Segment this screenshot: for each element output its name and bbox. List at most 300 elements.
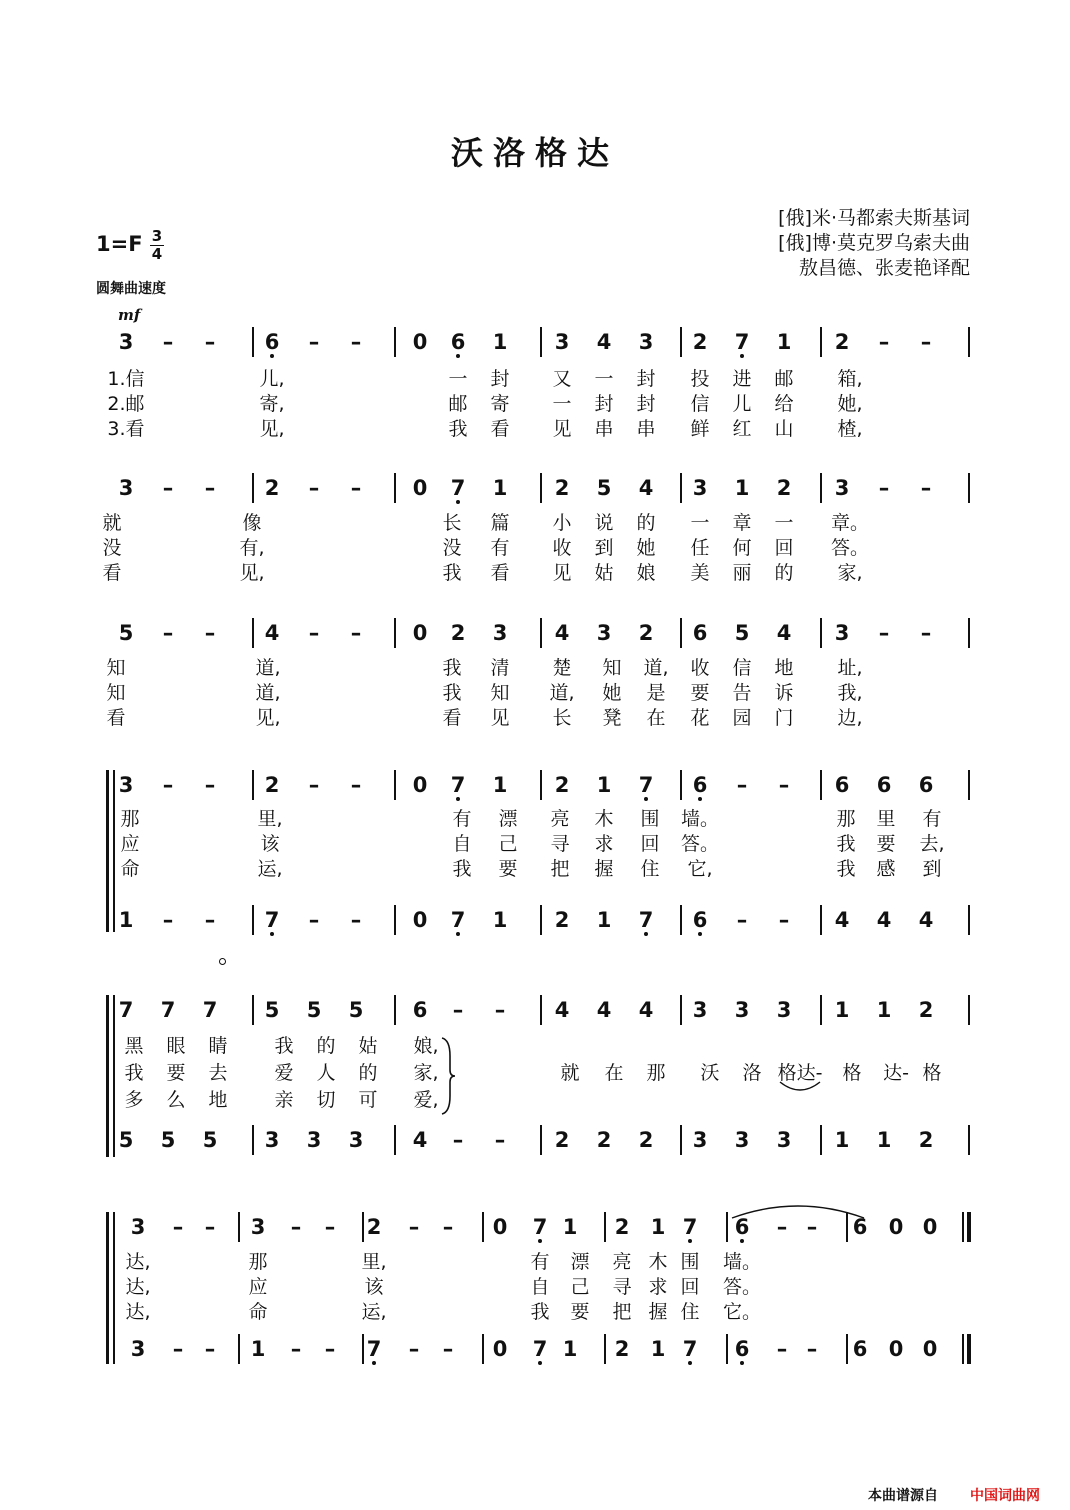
- lyric-syllable: 知: [106, 682, 126, 704]
- lyric-verse-3: [0, 416, 1070, 442]
- lyric-syllable: 自: [452, 833, 472, 855]
- note: [586, 618, 622, 648]
- note-digit: 2: [638, 1128, 654, 1152]
- lyric-syllable: 楚: [552, 657, 572, 679]
- note-digit: 2: [692, 330, 708, 354]
- note: [766, 770, 802, 800]
- lower-octave-dot: [688, 1239, 692, 1243]
- note-digit: –: [350, 476, 362, 500]
- note: [866, 1125, 902, 1155]
- note-digit: 6: [734, 1337, 750, 1361]
- note-digit: 3: [118, 773, 134, 797]
- note-digit: 4: [638, 998, 654, 1022]
- note: [296, 473, 332, 503]
- lyric-syllable: 回: [680, 1276, 700, 1298]
- note: [586, 473, 622, 503]
- lyric-syllable: 我: [442, 657, 462, 679]
- note-digit: 1: [876, 1128, 892, 1152]
- note: [192, 1212, 228, 1242]
- lyric-syllable: 寄,: [259, 393, 285, 415]
- note: [482, 770, 518, 800]
- note-digit: 5: [734, 621, 750, 645]
- lyric-syllable: 进: [732, 368, 752, 390]
- note: [672, 1212, 708, 1242]
- note-digit: 4: [876, 908, 892, 932]
- note: [544, 1125, 580, 1155]
- note-digit: –: [408, 1215, 420, 1239]
- note: [628, 1125, 664, 1155]
- note-digit: –: [878, 476, 890, 500]
- note: [866, 905, 902, 935]
- note-digit: 3: [306, 1128, 322, 1152]
- note-digit: 1: [834, 998, 850, 1022]
- note: [296, 327, 332, 357]
- note: [254, 770, 290, 800]
- note: [440, 1125, 476, 1155]
- lyric-syllable: 任: [690, 537, 710, 559]
- note-digit: 7: [450, 476, 466, 500]
- bar-line: [968, 905, 970, 935]
- note-digit: 4: [776, 621, 792, 645]
- lyric-syllable: 道,: [643, 657, 669, 679]
- note: [724, 905, 760, 935]
- note-digit: 7: [682, 1337, 698, 1361]
- lyric-syllable: 的: [636, 512, 656, 534]
- note-digit: 6: [450, 330, 466, 354]
- lyric-syllable: 洛: [742, 1062, 762, 1084]
- note: [724, 618, 760, 648]
- note-digit: 3: [692, 476, 708, 500]
- note-digit: –: [204, 1337, 216, 1361]
- lyric-syllable: 封: [490, 368, 510, 390]
- note: [278, 1212, 314, 1242]
- lyric-syllable: 要: [498, 858, 518, 880]
- lyric-syllable: 寄: [490, 393, 510, 415]
- stray-mark: [219, 958, 226, 965]
- note-digit: –: [776, 1215, 788, 1239]
- lyric-syllable: 家,: [837, 562, 863, 584]
- lyric-syllable: 去,: [919, 833, 945, 855]
- lower-octave-dot: [644, 797, 648, 801]
- lyric-syllable: 达,: [125, 1251, 151, 1273]
- lyric-syllable: 寻: [550, 833, 570, 855]
- lyric-syllable: 的: [358, 1062, 378, 1084]
- note-digit: 3: [130, 1337, 146, 1361]
- note: [254, 905, 290, 935]
- note: [192, 770, 228, 800]
- note-digit: 2: [554, 1128, 570, 1152]
- note-digit: 6: [412, 998, 428, 1022]
- bar-line: [238, 1212, 240, 1242]
- lyric-syllable: 儿,: [259, 368, 285, 390]
- note: [552, 1334, 588, 1364]
- bar-line: [540, 473, 542, 503]
- note: [824, 327, 860, 357]
- note: [824, 995, 860, 1025]
- lyric-syllable: 邮: [448, 393, 468, 415]
- note: [766, 905, 802, 935]
- note: [150, 1125, 186, 1155]
- lyric-syllable: 自: [530, 1276, 550, 1298]
- lyric-syllable: 去: [208, 1062, 228, 1084]
- bar-line: [968, 327, 970, 357]
- lyric-syllable: 格: [922, 1062, 942, 1084]
- note: [402, 1125, 438, 1155]
- lyric-verse-1: [0, 366, 1070, 392]
- lyric-syllable: 亲: [274, 1089, 294, 1111]
- lyric-syllable: 收: [690, 657, 710, 679]
- lyric-syllable: 凳: [602, 707, 622, 729]
- bar-line: [968, 995, 970, 1025]
- note-digit: 4: [596, 998, 612, 1022]
- note-digit: –: [204, 908, 216, 932]
- note: [866, 473, 902, 503]
- bar-line: [680, 327, 682, 357]
- note-digit: 2: [614, 1215, 630, 1239]
- note: [338, 995, 374, 1025]
- bar-line: [680, 905, 682, 935]
- bar-line: [680, 618, 682, 648]
- note: [338, 473, 374, 503]
- note-digit: 2: [450, 621, 466, 645]
- lyric-syllable: 有: [922, 808, 942, 830]
- note: [108, 327, 144, 357]
- note-digit: 0: [492, 1337, 508, 1361]
- note-digit: 6: [734, 1215, 750, 1239]
- lyric-verse-2: [0, 391, 1070, 417]
- bar-line: [680, 770, 682, 800]
- note: [440, 905, 476, 935]
- note: [908, 618, 944, 648]
- lyric-syllable: 我: [124, 1062, 144, 1084]
- lyric-syllable: 邮: [774, 368, 794, 390]
- bar-line: [252, 473, 254, 503]
- lower-octave-dot: [538, 1361, 542, 1365]
- note: [824, 770, 860, 800]
- lyric-syllable: 的: [316, 1035, 336, 1057]
- lyric-syllable: 告: [732, 682, 752, 704]
- bar-line: [820, 995, 822, 1025]
- lyric-syllable: 寻: [612, 1276, 632, 1298]
- note: [672, 1334, 708, 1364]
- note-digit: 4: [554, 621, 570, 645]
- lyric-verse-2: [0, 680, 1070, 706]
- lyric-syllable: 道,: [549, 682, 575, 704]
- note: [396, 1212, 432, 1242]
- lyric-syllable: 见: [552, 418, 572, 440]
- note: [240, 1334, 276, 1364]
- lyric-syllable: 我: [442, 562, 462, 584]
- lyric-syllable: 有: [490, 537, 510, 559]
- note-digit: –: [204, 476, 216, 500]
- note: [628, 770, 664, 800]
- note-digit: 7: [638, 908, 654, 932]
- note-digit: 2: [918, 998, 934, 1022]
- lyric-syllable: 就: [102, 512, 122, 534]
- lyric-syllable: 见: [490, 707, 510, 729]
- note: [912, 1334, 948, 1364]
- composer-credit: [俄]博·莫克罗乌索夫曲: [778, 232, 970, 254]
- bar-line: [252, 995, 254, 1025]
- lyric-syllable: 到: [922, 858, 942, 880]
- notation-row-s2: [0, 473, 1070, 503]
- bar-line: [252, 327, 254, 357]
- note-digit: 3: [692, 1128, 708, 1152]
- note: [192, 618, 228, 648]
- note-digit: –: [494, 1128, 506, 1152]
- bar-line: [968, 473, 970, 503]
- note-digit: 3: [734, 1128, 750, 1152]
- lyric-syllable: 住: [680, 1301, 700, 1323]
- lyric-syllable: 一: [448, 368, 468, 390]
- lyric-syllable: 我: [442, 682, 462, 704]
- note-digit: 3: [492, 621, 508, 645]
- bar-line: [820, 327, 822, 357]
- lyric-verse-1: [0, 655, 1070, 681]
- lyric-syllable: 围: [680, 1251, 700, 1273]
- note-digit: 0: [922, 1215, 938, 1239]
- lyric-syllable: 串: [636, 418, 656, 440]
- bar-line: [540, 327, 542, 357]
- note: [402, 905, 438, 935]
- lyric-syllable: 里,: [361, 1251, 387, 1273]
- note-digit: 2: [554, 476, 570, 500]
- note-digit: 7: [160, 998, 176, 1022]
- note: [866, 770, 902, 800]
- note-digit: 6: [264, 330, 280, 354]
- lyric-syllable: 要: [570, 1301, 590, 1323]
- note-digit: 7: [532, 1337, 548, 1361]
- lower-octave-dot: [698, 797, 702, 801]
- bar-line: [604, 1212, 606, 1242]
- note: [628, 327, 664, 357]
- note: [338, 770, 374, 800]
- lyric-syllable: 要: [876, 833, 896, 855]
- key-signature: 1=F: [96, 232, 143, 256]
- lyric-syllable: 楂,: [837, 418, 863, 440]
- lyric-syllable: 姑: [358, 1035, 378, 1057]
- bar-line: [680, 995, 682, 1025]
- note: [296, 905, 332, 935]
- lyric-syllable: 要: [690, 682, 710, 704]
- note-digit: –: [204, 330, 216, 354]
- bar-line: [482, 1212, 484, 1242]
- lyric-syllable: 一: [690, 512, 710, 534]
- lower-octave-dot: [456, 354, 460, 358]
- note: [108, 905, 144, 935]
- lyric-syllable: 一: [774, 512, 794, 534]
- note-digit: 2: [554, 908, 570, 932]
- note: [682, 770, 718, 800]
- note-digit: 0: [412, 908, 428, 932]
- note: [338, 1125, 374, 1155]
- lyric-syllable: 格达-: [777, 1062, 823, 1084]
- note: [640, 1212, 676, 1242]
- note: [724, 1125, 760, 1155]
- note-digit: –: [162, 908, 174, 932]
- note: [912, 1212, 948, 1242]
- lyric-syllable: 有: [530, 1251, 550, 1273]
- note-digit: 1: [834, 1128, 850, 1152]
- bar-line: [680, 1125, 682, 1155]
- note: [682, 995, 718, 1025]
- footer-site-name: 中国词曲网: [970, 1488, 1040, 1504]
- note-digit: 3: [250, 1215, 266, 1239]
- note: [150, 473, 186, 503]
- lyric-syllable: 见,: [259, 418, 285, 440]
- note-digit: 3: [734, 998, 750, 1022]
- note-digit: 6: [918, 773, 934, 797]
- lyric-verse-1: [0, 806, 1070, 832]
- lyric-syllable: 达-: [883, 1062, 909, 1084]
- lyric-syllable: 说: [594, 512, 614, 534]
- note-digit: 6: [852, 1215, 868, 1239]
- note: [440, 618, 476, 648]
- lyric-syllable: 把: [612, 1301, 632, 1323]
- lyric-syllable: 达,: [125, 1276, 151, 1298]
- note-digit: 5: [348, 998, 364, 1022]
- lyric-syllable: 何: [732, 537, 752, 559]
- note-digit: 4: [596, 330, 612, 354]
- note-digit: 4: [264, 621, 280, 645]
- note: [544, 618, 580, 648]
- lyric-syllable: 回: [640, 833, 660, 855]
- note: [908, 905, 944, 935]
- lyric-syllable: 家,: [413, 1062, 439, 1084]
- lyric-syllable: 人: [316, 1062, 336, 1084]
- lyric-syllable: 我: [530, 1301, 550, 1323]
- lyric-syllable: 沃: [700, 1062, 720, 1084]
- lyric-syllable: 是: [646, 682, 666, 704]
- note-digit: –: [308, 476, 320, 500]
- note-digit: 0: [492, 1215, 508, 1239]
- lyric-syllable: 门: [774, 707, 794, 729]
- note-digit: 1: [650, 1337, 666, 1361]
- lyric-syllable: 知: [602, 657, 622, 679]
- bar-line: [238, 1334, 240, 1364]
- lyric-syllable: 边,: [837, 707, 863, 729]
- note-digit: 5: [306, 998, 322, 1022]
- notation-row-s5a: [0, 995, 1070, 1025]
- note: [240, 1212, 276, 1242]
- note-digit: 3: [776, 1128, 792, 1152]
- note: [908, 995, 944, 1025]
- note-digit: –: [162, 621, 174, 645]
- lyric-syllable: 小: [552, 512, 572, 534]
- note-digit: 2: [554, 773, 570, 797]
- lyric-syllable: 答。: [722, 1276, 761, 1298]
- lyric-syllable: 我: [448, 418, 468, 440]
- bar-line: [820, 618, 822, 648]
- lyric-syllable: 像: [242, 512, 262, 534]
- lyric-syllable: 封: [636, 368, 656, 390]
- lyric-syllable: 要: [166, 1062, 186, 1084]
- bar-line: [820, 473, 822, 503]
- lyric-verse-2: [0, 535, 1070, 561]
- notation-row-s4a: [0, 770, 1070, 800]
- note: [192, 1334, 228, 1364]
- note-digit: 2: [834, 330, 850, 354]
- lyric-syllable: 串: [594, 418, 614, 440]
- note: [586, 327, 622, 357]
- bar-line: [968, 618, 970, 648]
- note: [628, 473, 664, 503]
- note-digit: 1: [650, 1215, 666, 1239]
- notation-row-s3: [0, 618, 1070, 648]
- lyric-syllable: 见,: [255, 707, 281, 729]
- tempo-marking: 圆舞曲速度: [96, 281, 166, 297]
- note-digit: –: [494, 998, 506, 1022]
- note: [402, 618, 438, 648]
- note-digit: 6: [692, 621, 708, 645]
- lyric-syllable: 投: [690, 368, 710, 390]
- lyric-syllable: 给: [774, 393, 794, 415]
- lyric-syllable: 漂: [498, 808, 518, 830]
- note: [296, 618, 332, 648]
- lyric-syllable: 住: [640, 858, 660, 880]
- lyric-syllable: 里,: [257, 808, 283, 830]
- lower-octave-dot: [688, 1361, 692, 1365]
- note-digit: 2: [918, 1128, 934, 1152]
- note-digit: 1: [118, 908, 134, 932]
- lyric-syllable: 见: [552, 562, 572, 584]
- lyric-syllable: 爱,: [413, 1089, 439, 1111]
- bar-line: [252, 1125, 254, 1155]
- lyric-verse-1: [0, 510, 1070, 536]
- note: [402, 770, 438, 800]
- lyric-syllable: 把: [550, 858, 570, 880]
- note: [586, 905, 622, 935]
- translator-credit: 敖昌德、张麦艳译配: [798, 257, 970, 279]
- lyric-verse-3: [0, 1299, 1070, 1325]
- note: [254, 473, 290, 503]
- note: [192, 1125, 228, 1155]
- note-digit: 1: [492, 773, 508, 797]
- note-digit: –: [308, 330, 320, 354]
- note: [544, 770, 580, 800]
- lyric-syllable: 格: [842, 1062, 862, 1084]
- note: [482, 473, 518, 503]
- bar-line: [394, 1125, 396, 1155]
- lyric-syllable: 一: [594, 368, 614, 390]
- lyric-syllable: 那: [836, 808, 856, 830]
- note-digit: –: [442, 1337, 454, 1361]
- note-digit: –: [204, 773, 216, 797]
- note-digit: –: [204, 1215, 216, 1239]
- note-digit: 5: [160, 1128, 176, 1152]
- lyric-syllable: 该: [364, 1276, 384, 1298]
- lyric-syllable: 那: [120, 808, 140, 830]
- lyric-syllable: 那: [646, 1062, 666, 1084]
- lyric-syllable: 红: [732, 418, 752, 440]
- notation-row-s4b: [0, 905, 1070, 935]
- note-digit: –: [408, 1337, 420, 1361]
- lyric-syllable: 收: [552, 537, 572, 559]
- bar-line: [394, 327, 396, 357]
- note: [440, 770, 476, 800]
- note-digit: –: [806, 1337, 818, 1361]
- bar-line: [962, 1334, 964, 1364]
- lyric-syllable: 美: [690, 562, 710, 584]
- note: [120, 1334, 156, 1364]
- song-title: 沃洛格达: [450, 134, 619, 172]
- note: [878, 1334, 914, 1364]
- note: [544, 473, 580, 503]
- note: [482, 905, 518, 935]
- note-digit: 1: [492, 330, 508, 354]
- bar-line: [962, 1212, 964, 1242]
- note-digit: –: [776, 1337, 788, 1361]
